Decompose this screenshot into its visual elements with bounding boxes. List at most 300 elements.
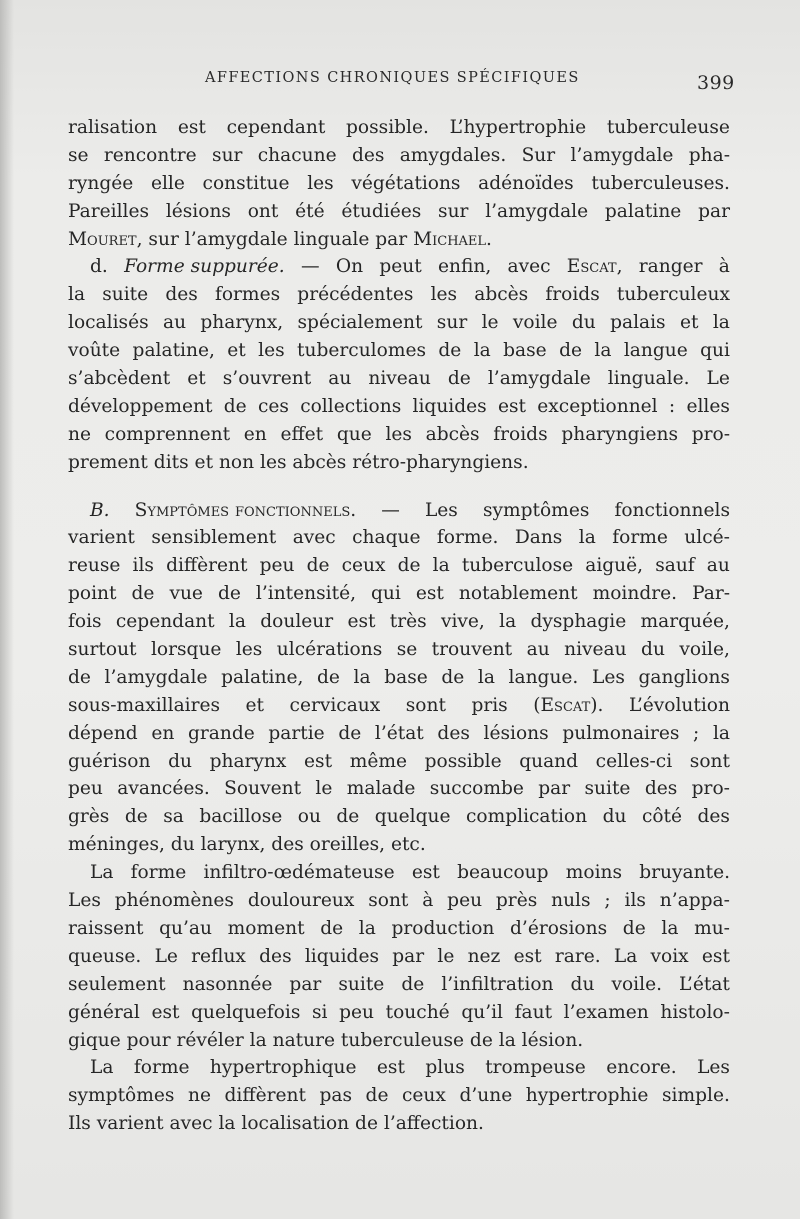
word: hypertrophique (209, 1057, 357, 1079)
word: à (422, 890, 434, 912)
word: l’état (374, 722, 424, 744)
word: Pareilles (68, 200, 150, 222)
word: le (315, 778, 333, 800)
word: Les (424, 499, 458, 521)
word: de (124, 806, 148, 828)
word: surtout (68, 639, 137, 661)
word: suite (102, 284, 149, 306)
text-line (68, 720, 730, 748)
word: lorsque (150, 639, 222, 661)
word: tuberculose (461, 555, 574, 577)
word: sur (438, 200, 469, 222)
word: la (358, 917, 376, 939)
word: L’évolution (628, 694, 730, 716)
word: et (245, 694, 265, 716)
word: à (718, 256, 730, 278)
word: faut (514, 1001, 553, 1023)
word: aiguë, (585, 555, 644, 577)
word: est (376, 1057, 405, 1079)
word: notablement (458, 583, 578, 605)
word: nuls (551, 890, 591, 912)
word: La (90, 1057, 114, 1079)
word: au (328, 368, 352, 390)
word: est (347, 611, 376, 633)
word: sous-maxillaires (68, 694, 221, 716)
word: rencontre (103, 144, 197, 166)
word: guérison (68, 750, 151, 772)
word: palatine, (221, 666, 304, 688)
text-line (68, 337, 730, 365)
word: diffèrent (224, 1085, 306, 1107)
word: pharyngiens (561, 423, 679, 445)
text-line (68, 1082, 730, 1110)
word: se (396, 639, 418, 661)
word: qui (700, 340, 730, 362)
word: est (151, 1001, 180, 1023)
word: constitue (202, 172, 290, 194)
word: au (706, 555, 730, 577)
running-head: AFFECTIONS CHRONIQUES SPÉCIFIQUES (205, 70, 580, 86)
section-title: Forme suppurée. (124, 256, 285, 278)
word: la (477, 666, 495, 688)
word: succombe (429, 778, 524, 800)
text-line (68, 636, 730, 664)
word: si (312, 1001, 328, 1023)
word: du (570, 973, 595, 995)
text-segment: prement dits et non les abcès rétro-pharyngiens. (68, 451, 529, 473)
word: est (177, 117, 206, 138)
word: est (513, 945, 542, 967)
text-line (68, 365, 730, 393)
text-line (68, 608, 730, 636)
text-line (68, 943, 730, 971)
word: s’ouvrent (222, 368, 312, 390)
word: symptômes (482, 499, 590, 521)
word: ). (590, 694, 604, 716)
word: Le (706, 368, 730, 390)
word: pha- (688, 144, 730, 166)
word: par (392, 945, 425, 967)
word: au (162, 312, 187, 334)
word: Souvent (224, 778, 302, 800)
word: dépend (68, 722, 138, 744)
word: palatine (604, 200, 682, 222)
word: marquée, (640, 611, 730, 633)
word: grande (187, 722, 255, 744)
text-line (68, 449, 730, 477)
word: quelquefois (191, 1001, 301, 1023)
word: pulmonaires (562, 722, 680, 744)
word: fonctionnels (614, 499, 730, 521)
word: par (698, 200, 730, 222)
word: qui (371, 583, 401, 605)
word: en (243, 423, 267, 445)
word: lésions (165, 200, 231, 222)
word: — (300, 256, 320, 278)
word: palais (610, 312, 666, 334)
word: ulcérations (276, 639, 383, 661)
word: que (336, 423, 372, 445)
word: du (641, 639, 665, 661)
word: spécialement (297, 312, 423, 334)
page-gutter-shadow (0, 0, 14, 1219)
word: forme (130, 862, 187, 884)
word: vive, (440, 611, 485, 633)
word: de (317, 666, 340, 688)
text-segment: Ils varient avec la localisation de l’affection. (68, 1113, 484, 1135)
word: du (571, 312, 596, 334)
word: avec (292, 527, 336, 549)
word: rare. (554, 945, 601, 967)
text-line: d. Forme suppurée. — On peut enfin, avec Escat, ranger à (68, 253, 730, 281)
word: point (68, 583, 117, 605)
word: et (227, 340, 246, 362)
word: avec (507, 256, 551, 278)
word: base (384, 666, 428, 688)
text-line (68, 915, 730, 943)
word: fois (68, 611, 102, 633)
text-line (68, 552, 730, 580)
word: base (503, 340, 547, 362)
word: La (90, 862, 114, 884)
word: tuberculeuses. (591, 172, 730, 194)
word: les (385, 423, 412, 445)
word: l’amygdale (570, 144, 674, 166)
word: encore. (606, 1057, 677, 1079)
text-line (68, 971, 730, 999)
text-segment: . (486, 228, 492, 250)
word: peu (447, 890, 483, 912)
word: celles-ci (595, 750, 673, 772)
word: de (336, 806, 360, 828)
word: Sur (521, 144, 556, 166)
word: sa (163, 806, 184, 828)
word: de (622, 917, 646, 939)
word: l’amygdale (104, 666, 208, 688)
word: des (437, 722, 470, 744)
word: l’infiltration (441, 973, 554, 995)
word: ; (693, 722, 700, 744)
word: ganglions (638, 666, 730, 688)
text-line (68, 580, 730, 608)
word: des (697, 806, 730, 828)
text-line (68, 142, 730, 170)
word: les (307, 172, 334, 194)
word: voile, (679, 639, 730, 661)
word: les (235, 639, 263, 661)
section-title: Symptômes fonctionnels. (134, 499, 357, 521)
word: ne (187, 1085, 211, 1107)
word: des (644, 778, 678, 800)
word: et (679, 312, 699, 334)
word: avancées. (117, 778, 210, 800)
word: Par- (692, 583, 730, 605)
word: voile (512, 312, 558, 334)
text-line (68, 859, 730, 887)
word: peut (379, 256, 422, 278)
word: qu’au (159, 917, 212, 939)
word: abcès (474, 284, 529, 306)
word: trouvent (431, 639, 513, 661)
word: queuse. (68, 945, 142, 967)
word: quelque (374, 806, 451, 828)
word: sensiblement (151, 527, 277, 549)
word: langue. (508, 666, 579, 688)
word: possible. (346, 117, 429, 138)
word: de (401, 973, 425, 995)
word: ( (533, 694, 541, 716)
word: lésions (483, 722, 549, 744)
word: On (335, 256, 364, 278)
word: sauf (655, 555, 695, 577)
text-line (68, 999, 730, 1027)
word: varient (68, 527, 135, 549)
author-name: Escat (566, 256, 617, 278)
word: sont (689, 750, 730, 772)
word: ranger (638, 256, 703, 278)
word: reflux (191, 945, 246, 967)
word: de (223, 395, 247, 417)
text-line (68, 170, 730, 198)
word: vue (169, 583, 203, 605)
word: côté (641, 806, 683, 828)
word: bruyante. (639, 862, 730, 884)
text-line (68, 421, 730, 449)
word: ulcé- (684, 527, 730, 549)
word: pro- (691, 778, 730, 800)
word: des (165, 284, 198, 306)
text-line (68, 281, 730, 309)
word: L’hypertrophie (449, 117, 587, 138)
word: reuse (68, 555, 121, 577)
word: dysphagie (530, 611, 627, 633)
word: été (295, 200, 325, 222)
word: la (473, 340, 491, 362)
word: diffèrent (166, 555, 248, 577)
word: nez (467, 945, 501, 967)
word: cependant (226, 117, 326, 138)
word: de (338, 722, 362, 744)
word: végétations (351, 172, 461, 194)
word: moins (565, 862, 623, 884)
word: possible (424, 750, 502, 772)
word: cependant (115, 611, 215, 633)
word: Le (154, 945, 178, 967)
word: ont (247, 200, 279, 222)
word: suite (338, 973, 385, 995)
word: ceux (341, 555, 386, 577)
word: les (258, 340, 285, 362)
word: la (499, 611, 517, 633)
word: le (437, 945, 455, 967)
word: de (365, 1085, 389, 1107)
word: quand (519, 750, 579, 772)
word: collections (300, 395, 402, 417)
word: l’examen (563, 1001, 649, 1023)
text-line (68, 887, 730, 915)
word: — (381, 499, 400, 521)
word: elles (686, 395, 730, 417)
word: est (304, 750, 333, 772)
word: La (613, 945, 638, 967)
text-line (68, 198, 730, 226)
word: de (68, 666, 91, 688)
word: palatine, (132, 340, 215, 362)
word: effet (280, 423, 324, 445)
page-number: 399 (697, 72, 735, 94)
word: la (712, 312, 730, 334)
word: sur (436, 312, 468, 334)
word: s’abcèdent (68, 368, 171, 390)
text-segment: , sur l’amygdale linguale par (136, 228, 408, 250)
section-label: d. (90, 256, 108, 278)
text-line (68, 309, 730, 337)
word: les (430, 284, 458, 306)
word: de (447, 368, 471, 390)
word: L’état (679, 973, 730, 995)
word: de (559, 340, 582, 362)
word: grès (68, 806, 110, 828)
word: pas (319, 1085, 352, 1107)
word: nasonnée (182, 973, 273, 995)
word: forme (612, 527, 668, 549)
word: ceux (402, 1085, 446, 1107)
word: des (259, 945, 292, 967)
word: exceptionnel (537, 395, 658, 417)
author-name: Escat (540, 694, 591, 716)
word: en (151, 722, 175, 744)
word: Les (591, 666, 625, 688)
word: est (415, 583, 444, 605)
text-line (68, 803, 730, 831)
word: production (391, 917, 495, 939)
word: ils (132, 555, 154, 577)
word: partie (268, 722, 325, 744)
word: le (481, 312, 499, 334)
word: sur (212, 144, 243, 166)
word: Les (697, 1057, 730, 1079)
word: de (131, 583, 155, 605)
word: ces (257, 395, 289, 417)
word: l’intensité, (255, 583, 356, 605)
word: qu’il (461, 1001, 503, 1023)
word: la (578, 527, 596, 549)
word: de (438, 340, 462, 362)
word: touché (385, 1001, 450, 1023)
word: se (68, 144, 89, 166)
text-segment: gique pour révéler la nature tuberculeuse de la lésion. (68, 1029, 584, 1051)
word: est (497, 395, 527, 417)
word: ralisation (68, 117, 158, 138)
text-line (68, 1054, 730, 1082)
word: est (701, 945, 730, 967)
text-line (68, 831, 730, 859)
word: ils (624, 890, 646, 912)
text-line (68, 748, 730, 776)
word: niveau (564, 639, 627, 661)
word: peu (68, 778, 103, 800)
word: la (594, 340, 612, 362)
word: beaucoup (457, 862, 549, 884)
word: voile. (611, 973, 662, 995)
word: douleur (260, 611, 334, 633)
word: symptômes (68, 1085, 175, 1107)
text-line (68, 692, 730, 720)
word: même (349, 750, 407, 772)
word: simple. (662, 1085, 730, 1107)
word: forme (133, 1057, 190, 1079)
text-line (68, 524, 730, 552)
word: amygdales. (399, 144, 507, 166)
word: général (68, 1001, 140, 1023)
word: niveau (368, 368, 431, 390)
word: trompeuse (485, 1057, 586, 1079)
word: Les (68, 890, 101, 912)
word: abcès (425, 423, 480, 445)
word: la (712, 722, 730, 744)
author-name: Michael (413, 228, 487, 250)
word: n’appa- (659, 890, 730, 912)
word: liquides (304, 945, 380, 967)
word: elle (150, 172, 185, 194)
word: ne (68, 423, 91, 445)
word: pris (471, 694, 508, 716)
text-line (68, 497, 730, 525)
word: Dans (514, 527, 563, 549)
word: raissent (68, 917, 144, 939)
word: par (289, 973, 322, 995)
word: langue (623, 340, 688, 362)
word: par (538, 778, 571, 800)
word: près (495, 890, 538, 912)
word: chaque (352, 527, 421, 549)
word: est (411, 862, 440, 884)
word: précédentes (297, 284, 414, 306)
word: au (526, 639, 550, 661)
text-line (68, 775, 730, 803)
word: étudiées (341, 200, 422, 222)
word: froids (545, 284, 600, 306)
author-name: Mouret (68, 228, 137, 250)
word: froids (493, 423, 548, 445)
text-line (68, 114, 730, 142)
word: sont (368, 890, 409, 912)
word: malade (346, 778, 416, 800)
word: de (441, 666, 465, 688)
word: plus (425, 1057, 465, 1079)
text-line (68, 1027, 730, 1055)
word: peu (339, 1001, 375, 1023)
word: comprennent (104, 423, 231, 445)
section-label: B. (90, 499, 110, 521)
word: peu (259, 555, 295, 577)
word: tuberculeux (616, 284, 730, 306)
word: histolo- (660, 1001, 730, 1023)
word: douloureux (247, 890, 355, 912)
word: de (306, 555, 330, 577)
word: la (661, 917, 679, 939)
word: de (217, 583, 241, 605)
word: hypertrophie (525, 1085, 649, 1107)
word: pro- (691, 423, 730, 445)
word: phénomènes (114, 890, 234, 912)
word: et (187, 368, 206, 390)
word: suite (584, 778, 631, 800)
word: sont (405, 694, 446, 716)
text-line (68, 393, 730, 421)
word: pharynx (209, 750, 287, 772)
word: la (353, 666, 371, 688)
